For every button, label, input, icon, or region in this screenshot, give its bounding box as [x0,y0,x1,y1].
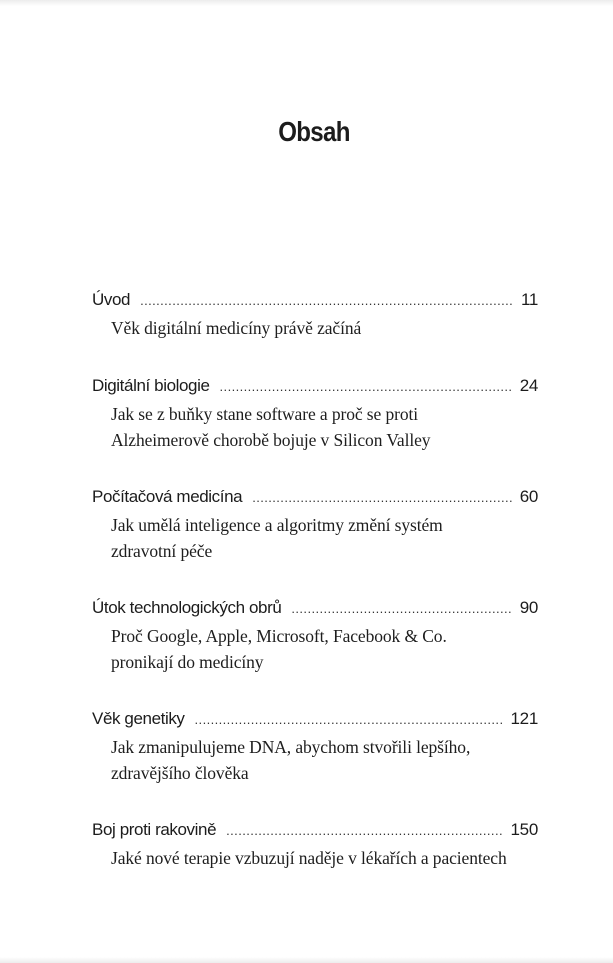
toc-description-line: pronikají do medicíny [111,652,264,672]
toc-description-line: Jak umělá inteligence a algoritmy změní systém [111,515,443,535]
toc-entry-uvod[interactable] [92,290,538,341]
toc-page-number: 90 [519,598,538,617]
toc-heading[interactable]: Útok technologických obrů [92,598,282,617]
toc-page-number: 11 [520,290,538,309]
toc-leader-dots [195,712,503,727]
toc-description-line: Jak se z buňky stane software a proč se proti [111,404,418,424]
toc-heading-row [92,709,538,733]
page-title: Obsah [278,116,350,147]
toc-description [111,512,538,564]
toc-description [111,315,538,341]
toc-page-number: 60 [519,487,538,506]
toc-entry-boj-proti-rakovine[interactable] [92,820,538,871]
toc-description [111,401,538,453]
toc-page-number: 150 [510,820,538,839]
toc-entry-vek-genetiky[interactable] [92,709,538,786]
toc-description-line: Proč Google, Apple, Microsoft, Facebook & Co. [111,626,447,646]
toc-heading[interactable]: Úvod [92,290,131,309]
toc-entry-utok-technologickych-obru[interactable] [92,598,538,675]
toc-heading-row [92,376,538,400]
toc-entry-digitalni-biologie[interactable] [92,376,538,453]
toc-heading-row [92,487,538,511]
toc-description-line: Jak zmanipulujeme DNA, abychom stvořili lepšího, [111,737,471,757]
page-edge-bottom [0,957,613,963]
toc-leader-dots [252,490,511,505]
toc-description [111,734,538,786]
toc-description-line: Jaké nové terapie vzbuzují naděje v lékařích a pacientech [111,848,507,868]
page-edge-top [0,0,613,6]
toc-heading-row [92,820,538,844]
toc-description-line: zdravotní péče [111,541,213,561]
toc-leader-dots [220,379,512,394]
toc-description-line: Alzheimerově chorobě bojuje v Silicon Valley [111,430,431,450]
toc-page-number: 24 [519,376,538,395]
toc-description [111,623,538,675]
toc-heading[interactable]: Věk genetiky [92,709,185,728]
toc-leader-dots [291,601,511,616]
toc-leader-dots [140,293,513,308]
toc-page-number: 121 [510,709,538,728]
toc-description [111,845,538,871]
toc-description-line: Věk digitální medicíny právě začíná [111,318,362,338]
toc-heading-row [92,290,538,314]
toc-description-line: zdravějšího člověka [111,763,249,783]
toc-leader-dots [226,823,502,838]
toc-entry-pocitacova-medicina[interactable] [92,487,538,564]
toc-heading[interactable]: Digitální biologie [92,376,210,395]
toc-heading-row [92,598,538,622]
toc-heading[interactable]: Počítačová medicína [92,487,243,506]
toc-heading[interactable]: Boj proti rakovině [92,820,217,839]
